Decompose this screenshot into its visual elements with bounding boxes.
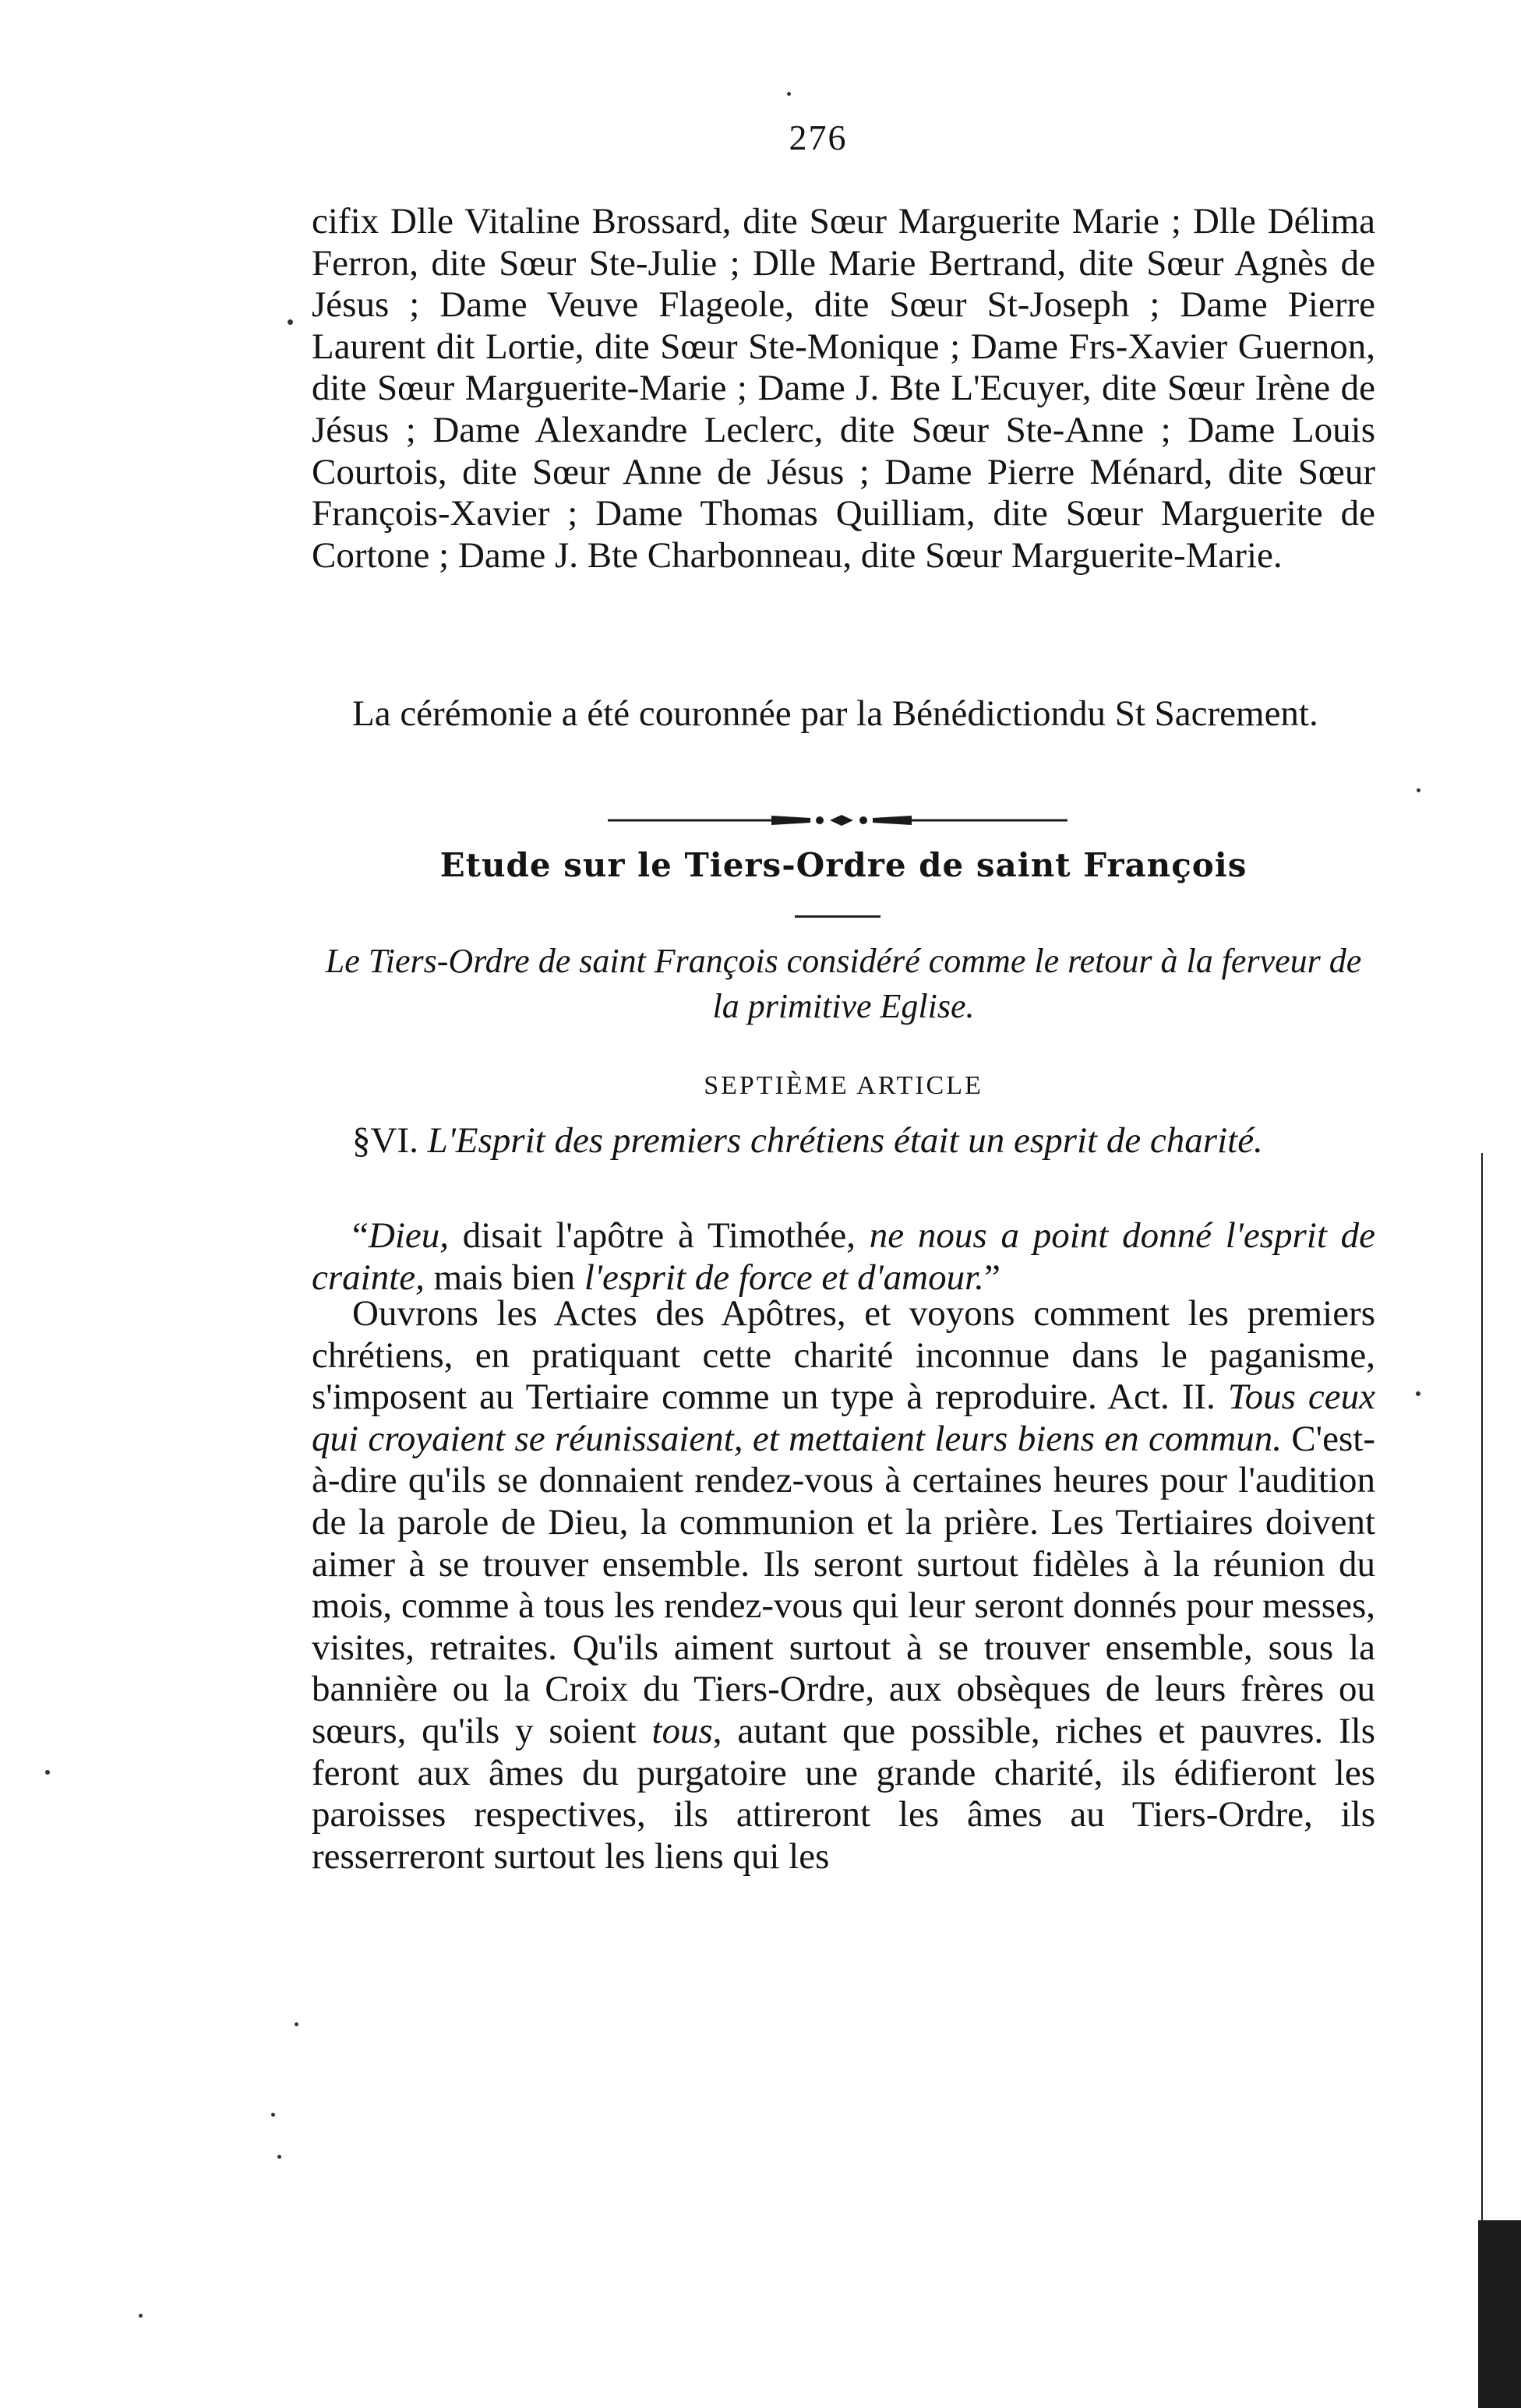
scan-speck (45, 1770, 50, 1775)
scan-speck (139, 2314, 143, 2318)
scan-speck (271, 2113, 275, 2117)
main-paragraph (312, 1293, 1375, 1877)
close-quote-mark: ” (983, 1257, 1000, 1298)
section-number: §VI. (352, 1120, 418, 1161)
acts-reference: II. (1181, 1377, 1216, 1418)
closing-paragraph: La cérémonie a été couronnée par la Bénédictiondu St Sacrement. (352, 693, 1318, 734)
scan-speck (277, 2155, 281, 2159)
quote-word-dieu: Dieu, (368, 1215, 449, 1256)
acts-quotation: Tous ceux qui croyaient se réunissaient, et mettaient leurs biens en commun. (312, 1377, 1376, 1459)
section-title: Etude sur le Tiers-Ordre de saint François (439, 846, 1248, 884)
emphasis-tous: tous (651, 1710, 713, 1751)
timothy-quote-paragraph (312, 1215, 1375, 1299)
scan-speck (295, 2022, 298, 2026)
scan-speck (1417, 788, 1420, 792)
spacer (1216, 1377, 1228, 1417)
quote-attribution: disait l'apôtre à Timothée, (449, 1215, 870, 1256)
section-vi-heading (312, 1120, 1375, 1162)
scan-speck (288, 319, 293, 325)
scan-edge-line (1478, 2220, 1521, 2408)
ceremony-names-paragraph: cifix Dlle Vitaline Brossard, dite Sœur Marguerite Marie ; Dlle Délima Ferron, dite Sœur Ste-Julie ; Dlle Marie Bertrand, dite Sœur Agnès de Jésus ; Dame Veuve Flageole, dite Sœur St-Joseph ; Dame Pierre Laurent dit Lortie, dite Sœur Ste-Monique ; Dame Frs-Xavier Guernon, dite Sœur Marguerite-Marie ; Dame J. Bte L'Ecuyer, dite Sœur Irène de Jésus ; Dame Alexandre Leclerc, dite Sœur Ste-Anne ; Dame Louis Courtois, dite Sœur Anne de Jésus ; Dame Pierre Ménard, dite Sœur François-Xavier ; Dame Thomas Quilliam, dite Sœur Marguerite de Cortone ; Dame J. Bte Charbonneau, dite Sœur Marguerite-Marie. (312, 201, 1375, 576)
article-heading: SEPTIÈME ARTICLE (704, 1071, 983, 1100)
short-divider (795, 915, 880, 918)
main-text-part-3: , autant que possible, riches et pauvres. Ils feront aux âmes du purgatoire une grande charité, ils édifieront les paroisses respectives, ils attireront les âmes au Tiers-Ordre, ils resserreront surtout les liens qui les (312, 1710, 1375, 1877)
quote-connector: mais bien (424, 1257, 584, 1298)
quote-verse-part-2: l'esprit de force et d'amour. (584, 1257, 984, 1298)
ornamental-divider (608, 813, 1068, 828)
scan-edge-line (1481, 1153, 1483, 2244)
main-text-part-2: C'est-à-dire qu'ils se donnaient rendez-vous à certaines heures pour l'audition de la parole de Dieu, la communion et la prière. Les Tertiaires doivent aimer à se trouver ensemble. Ils seront surtout fidèles à la réunion du mois, comme à tous les rendez-vous qui leur seront donnés pour messes, visites, retraites. Qu'ils aiment surtout à se trouver ensemble, sous la bannière ou la Croix du Tiers-Ordre, aux obsèques de leurs frères ou sœurs, qu'ils y soient (312, 1418, 1375, 1751)
page-number: 276 (789, 118, 848, 157)
scan-speck (787, 92, 791, 96)
quote-verse-part-1: ne nous a point donné l'esprit de crainte, (312, 1215, 1375, 1298)
main-text-part-1: Ouvrons les Actes des Apôtres, et voyons comment les premiers chrétiens, en pratiquant cette charité inconnue dans le paganisme, s'imposent au Tertiaire comme un type à reproduire. Act. (312, 1293, 1375, 1418)
open-quote-mark: “ (352, 1215, 369, 1256)
scan-speck (1416, 1391, 1420, 1396)
subtitle: Le Tiers-Ordre de saint François considéré comme le retour à la ferveur de la primitive Eglise. (325, 942, 1362, 1025)
section-heading-title: L'Esprit des premiers chrétiens était un esprit de charité. (427, 1120, 1263, 1161)
